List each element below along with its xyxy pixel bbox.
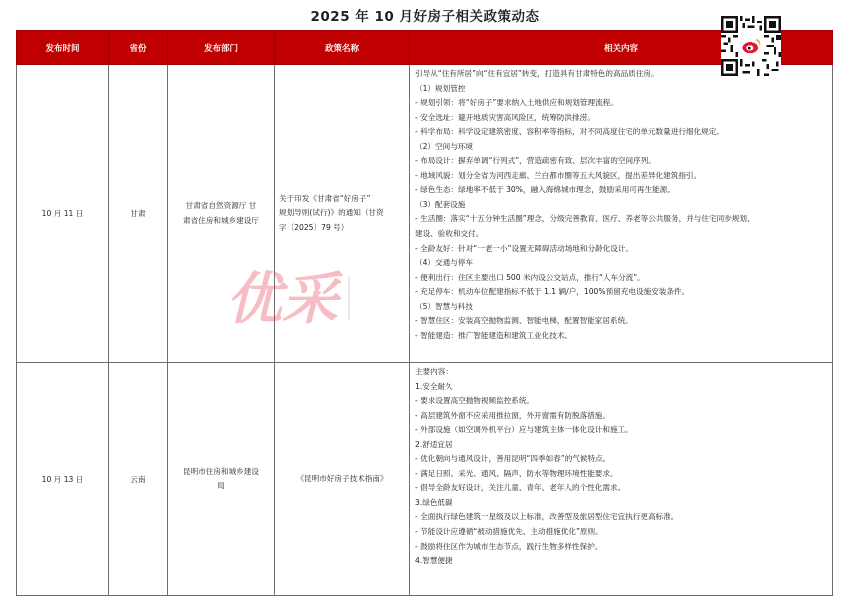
page-title: 2025 年 10 月好房子相关政策动态 — [310, 9, 540, 25]
content-line: - 充足停车：机动车位配建指标不低于 1.1 辆/户，100%预留充电设施安装条件。 — [415, 287, 690, 297]
content-line: - 高层建筑外窗不应采用推拉窗，外开窗需有防脱落措施。 — [415, 410, 610, 420]
department-line: 昆明市住房和城乡建设 — [183, 466, 259, 476]
department-line: 肃省住房和城乡建设厅 — [183, 215, 259, 225]
content-line: - 要求设置高空抛物视频监控系统。 — [415, 396, 535, 406]
header-policy-name: 政策名称 — [275, 31, 410, 65]
header-province: 省份 — [109, 31, 168, 65]
content-line: - 鼓励将住区作为城市生态节点，践行生物多样性保护。 — [415, 541, 603, 551]
content-line: - 便利出行：住区主要出口 500 米内设公交站点，推行“人车分流”。 — [415, 272, 645, 282]
header-department: 发布部门 — [168, 31, 275, 65]
content-line: - 生活圈：落实“十五分钟生活圈”理念，分级完善教育、医疗、养老等公共服务，并与住宅同步规划、 — [415, 214, 755, 224]
content-line: - 智慧住区：安装高空抛物监测、智能电梯，配置智能家居系统。 — [415, 316, 633, 326]
content-line: - 绿色生态：绿地率不低于 30%，融入海绵城市理念，鼓励采用可再生能源。 — [415, 185, 675, 195]
content-line: 引导从“住有所居”向“住有宜居”转变，打造具有甘肃特色的高品质住房。 — [415, 69, 659, 78]
policy-line: 《昆明市好房子技术指南》 — [296, 473, 388, 483]
content-line: - 规划引领：将“好房子”要求纳入土地供应和规划管理流程。 — [415, 98, 618, 108]
policy-line: 关于印发《甘肃省“好房子” — [279, 193, 371, 203]
watermark-text: 优采 — [226, 267, 338, 332]
row-date: 10 月 13 日 — [17, 363, 109, 596]
content-line: 2.舒适宜居 — [415, 439, 453, 449]
content-line: - 外部设施（如空调外机平台）应与建筑主体一体化设计和施工。 — [415, 425, 633, 435]
row-department — [168, 65, 275, 363]
policy-table — [16, 30, 833, 596]
content-line: 4.智慧便捷 — [415, 556, 453, 566]
policy-line: 字〔2025〕79 号） — [279, 222, 349, 232]
content-line: - 地域风貌：划分全省为河西走廊、兰白都市圈等五大风貌区，提出差异化建筑指引。 — [415, 170, 702, 180]
department-line: 局 — [217, 481, 225, 490]
content-line: - 优化朝向与通风设计，善用昆明“四季如春”的气候特点。 — [415, 454, 611, 464]
content-line: （4）交通与停车 — [415, 258, 473, 268]
content-line: - 智能建造：推广智能建造和建筑工业化技术。 — [415, 330, 573, 340]
row-content — [410, 363, 833, 596]
content-line: - 科学布局：科学设定建筑密度、容积率等指标，对不同高度住宅的单元数量进行细化规定。 — [415, 127, 724, 137]
content-line: - 安全选址：避开地质灾害高风险区，统筹防洪排涝。 — [415, 112, 595, 122]
table-header-row — [17, 31, 833, 65]
header-content: 相关内容 — [410, 31, 833, 65]
row-province: 云南 — [109, 363, 168, 596]
row-policy-name — [275, 65, 410, 363]
content-line: - 满足日照、采光、通风、隔声、防水等物理环境性能要求。 — [415, 468, 618, 478]
row-department — [168, 363, 275, 596]
content-line: - 倡导全龄友好设计，关注儿童、青年、老年人的个性化需求。 — [415, 483, 626, 493]
department-line: 甘肃省自然资源厅 甘 — [185, 201, 257, 210]
weibo-logo-icon — [741, 36, 760, 55]
row-date: 10 月 11 日 — [17, 65, 109, 363]
content-line: （3）配套设施 — [415, 199, 466, 209]
content-line: - 布局设计：摒弃单调“行列式”，营造疏密有致、层次丰富的空间序列。 — [415, 156, 656, 166]
content-line: 3.绿色低碳 — [415, 497, 453, 507]
row-content — [410, 65, 833, 363]
row-policy-name — [275, 363, 410, 596]
content-line: 建设、验收和交付。 — [415, 229, 484, 239]
header-date: 发布时间 — [17, 31, 109, 65]
content-line: （2）空间与环境 — [415, 141, 473, 151]
row-province: 甘肃 — [109, 65, 168, 363]
policy-line: 规划导则(试行)》的通知（甘资 — [279, 208, 384, 218]
content-line: - 全面执行绿色建筑一星级及以上标准，改善型及旅居型住宅宜执行更高标准。 — [415, 512, 679, 522]
content-line: - 节能设计应遵循“被动措施优先、主动措施优化”原则。 — [415, 527, 603, 537]
content-line: （1）规划管控 — [415, 83, 466, 93]
content-line: - 全龄友好：针对“一老一小”设置无障碍活动场地和分龄化设计。 — [415, 243, 634, 253]
table-row — [17, 363, 833, 596]
table-row — [17, 65, 833, 363]
content-line: 主要内容： — [415, 367, 453, 376]
qr-code-icon — [721, 16, 781, 76]
content-line: （5）智慧与科技 — [415, 301, 473, 311]
content-line: 1.安全耐久 — [415, 381, 453, 391]
